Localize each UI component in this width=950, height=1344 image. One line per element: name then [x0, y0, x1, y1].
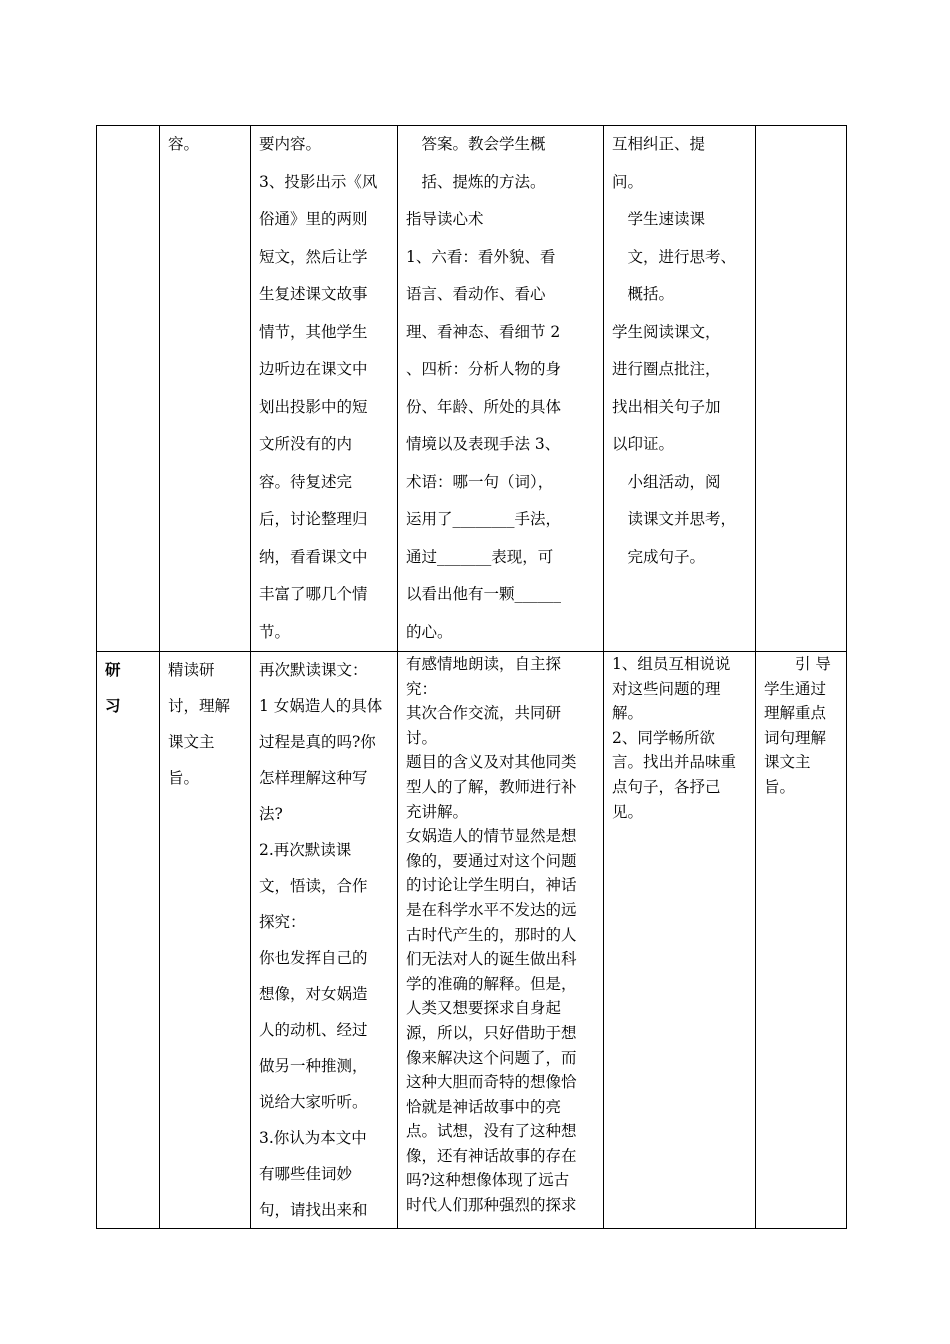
cell-text-line: 法? — [259, 805, 283, 823]
design-intent-cell — [756, 652, 847, 1229]
cell-text-line: 学生速读课 — [612, 210, 706, 228]
cell-text-line: 理、看神态、看细节 2 — [406, 322, 561, 341]
teacher-activity-cell — [251, 652, 398, 1229]
cell-text-line: 边听边在课文中 — [259, 360, 368, 378]
cell-text-line: 以印证。 — [612, 435, 675, 453]
cell-text-line: 像的，要通过对这个问题 — [406, 851, 577, 870]
cell-text-line: 你也发挥自己的 — [259, 949, 368, 967]
cell-text-line: 其次合作交流，共同研 — [406, 704, 562, 723]
cell-text-line: 1 女娲造人的具体 — [259, 697, 383, 715]
cell-text-line: 对这些问题的理 — [612, 679, 721, 698]
cell-text-line: 通过_______表现，可 — [406, 547, 554, 566]
cell-text-line: 完成句子。 — [612, 547, 706, 566]
cell-text-line: 点。试想，没有了这种想 — [406, 1122, 577, 1141]
goal-cell — [160, 652, 251, 1229]
cell-text-line: 读课文并思考， — [612, 510, 737, 528]
cell-text-line: 点句子，各抒己 — [612, 777, 721, 796]
cell-text-line: 2.再次默读课 — [259, 841, 352, 859]
cell-text-line: 短文，然后让学 — [259, 247, 368, 266]
goal-cell — [160, 126, 251, 652]
cell-text-line: 恰就是神话故事中的亮 — [406, 1097, 562, 1116]
cell-text-line: 时代人们那种强烈的探求 — [406, 1196, 577, 1215]
cell-text-line: 型人的了解，教师进行补 — [406, 777, 577, 796]
cell-text-line: 术语：哪一句（词）， — [406, 472, 554, 491]
cell-text-line: 生复述课文故事 — [259, 285, 368, 303]
table-row — [97, 652, 847, 1229]
cell-text-line: 古时代产生的，那时的人 — [406, 925, 577, 944]
cell-text-line: 学的准确的解释。但是， — [406, 974, 577, 993]
cell-text-line: 容。待复述完 — [259, 472, 353, 491]
cell-text-line: 课文主 — [764, 753, 811, 772]
cell-text-line: 讨。 — [406, 728, 438, 747]
cell-text-line: 源，所以，只好借助于想 — [406, 1023, 577, 1042]
cell-text-line: 见。 — [612, 802, 644, 821]
cell-text-line: 充讲解。 — [406, 802, 469, 821]
cell-text-line: 2、同学畅所欲 — [612, 728, 715, 747]
cell-text-line: 纳，看看课文中 — [259, 547, 368, 566]
cell-text-line: 课文主 — [168, 733, 215, 751]
cell-text-line: 以看出他有一颗______ — [406, 585, 562, 603]
cell-text-line: 后，讨论整理归 — [259, 510, 368, 528]
cell-text-line: 丰富了哪几个情 — [259, 585, 368, 603]
teacher-activity-cell — [251, 126, 398, 652]
cell-text-line: 探究： — [259, 913, 306, 931]
cell-text-line: 想像，对女娲造 — [259, 985, 368, 1003]
lesson-plan-table — [96, 125, 847, 1229]
cell-text-line: 划出投影中的短 — [259, 397, 368, 416]
cell-text-line: 学生阅读课文， — [612, 322, 721, 341]
cell-text-line: 人的动机、经过 — [259, 1021, 368, 1039]
cell-text-line: 是在科学水平不发达的远 — [406, 900, 577, 919]
cell-text-line: 吗?这种想像体现了远古 — [406, 1171, 570, 1190]
cell-text-line: 旨。 — [168, 769, 200, 787]
design-intent-cell — [756, 126, 847, 652]
teaching-method-cell — [398, 652, 604, 1229]
cell-text-line: 究： — [406, 679, 438, 698]
cell-text-line: 学生通过 — [764, 679, 827, 698]
cell-text-line: 这种大胆而奇特的想像恰 — [406, 1073, 577, 1092]
cell-text-line: 像来解决这个问题了，而 — [406, 1048, 577, 1067]
cell-text-line: 运用了________手法， — [406, 510, 562, 528]
student-activity-cell — [604, 126, 756, 652]
cell-text-line: 习 — [105, 696, 121, 715]
cell-text-line: 容。 — [168, 135, 200, 153]
cell-text-line: 怎样理解这种写 — [259, 769, 368, 787]
cell-text-line: 问。 — [612, 172, 644, 191]
cell-text-line: 小组活动，阅 — [612, 472, 721, 491]
student-activity-cell — [604, 652, 756, 1229]
cell-text-line: 有哪些佳词妙 — [259, 1165, 353, 1183]
cell-text-line: 情境以及表现手法 3、 — [406, 435, 561, 453]
cell-text-line: 的心。 — [406, 622, 453, 641]
cell-text-line: 研 — [105, 660, 121, 679]
table-row — [97, 126, 847, 652]
cell-text-line: 3.你认为本文中 — [259, 1129, 367, 1147]
cell-text-line: 人类又想要探求自身起 — [406, 999, 562, 1018]
cell-text-line: 份、年龄、所处的具体 — [406, 397, 562, 416]
cell-text-line: 情节，其他学生 — [259, 322, 368, 341]
cell-text-line: 互相纠正、提 — [612, 135, 706, 153]
stage-cell — [97, 126, 160, 652]
cell-text-line: 引 导 — [764, 655, 831, 673]
cell-text-line: 1、组员互相说说 — [612, 655, 731, 673]
cell-text-line: 题目的含义及对其他同类 — [406, 753, 577, 772]
cell-text-line: 理解重点 — [764, 704, 827, 723]
cell-text-line: 说给大家听听。 — [259, 1093, 368, 1111]
cell-text-line: 女娲造人的情节显然是想 — [406, 827, 577, 846]
cell-text-line: 语言、看动作、看心 — [406, 285, 546, 303]
cell-text-line: 要内容。 — [259, 135, 322, 153]
cell-text-line: 、四析：分析人物的身 — [406, 360, 562, 378]
cell-text-line: 像，还有神话故事的存在 — [406, 1146, 577, 1165]
cell-text-line: 1、六看：看外貌、看 — [406, 247, 556, 266]
cell-text-line: 解。 — [612, 704, 644, 723]
cell-text-line: 指导读心术 — [406, 210, 484, 228]
cell-text-line: 再次默读课文： — [259, 661, 368, 679]
cell-text-line: 文所没有的内 — [259, 435, 353, 453]
cell-text-line: 言。找出并品味重 — [612, 753, 737, 772]
cell-text-line: 文，悟读，合作 — [259, 877, 368, 895]
cell-text-line: 句，请找出来和 — [259, 1201, 368, 1219]
cell-text-line: 的讨论让学生明白，神话 — [406, 876, 577, 895]
cell-text-line: 过程是真的吗?你 — [259, 733, 376, 751]
cell-text-line: 节。 — [259, 622, 291, 641]
cell-text-line: 们无法对人的诞生做出科 — [406, 950, 577, 969]
teaching-method-cell — [398, 126, 604, 652]
cell-text-line: 词句理解 — [764, 728, 827, 747]
cell-text-line: 找出相关句子加 — [612, 397, 721, 416]
cell-text-line: 括、提炼的方法。 — [406, 172, 546, 191]
stage-cell — [97, 652, 160, 1229]
cell-text-line: 进行圈点批注， — [612, 360, 721, 378]
cell-text-line: 有感情地朗读，自主探 — [406, 655, 562, 673]
cell-text-line: 精读研 — [168, 661, 215, 679]
cell-text-line: 概括。 — [612, 285, 675, 303]
cell-text-line: 做另一种推测， — [259, 1057, 368, 1075]
cell-text-line: 文，进行思考、 — [612, 247, 737, 266]
cell-text-line: 答案。教会学生概 — [406, 135, 546, 153]
cell-text-line: 3、投影出示《风 — [259, 172, 378, 191]
cell-text-line: 旨。 — [764, 777, 796, 796]
cell-text-line: 俗通》里的两则 — [259, 210, 368, 228]
cell-text-line: 讨，理解 — [168, 697, 231, 715]
